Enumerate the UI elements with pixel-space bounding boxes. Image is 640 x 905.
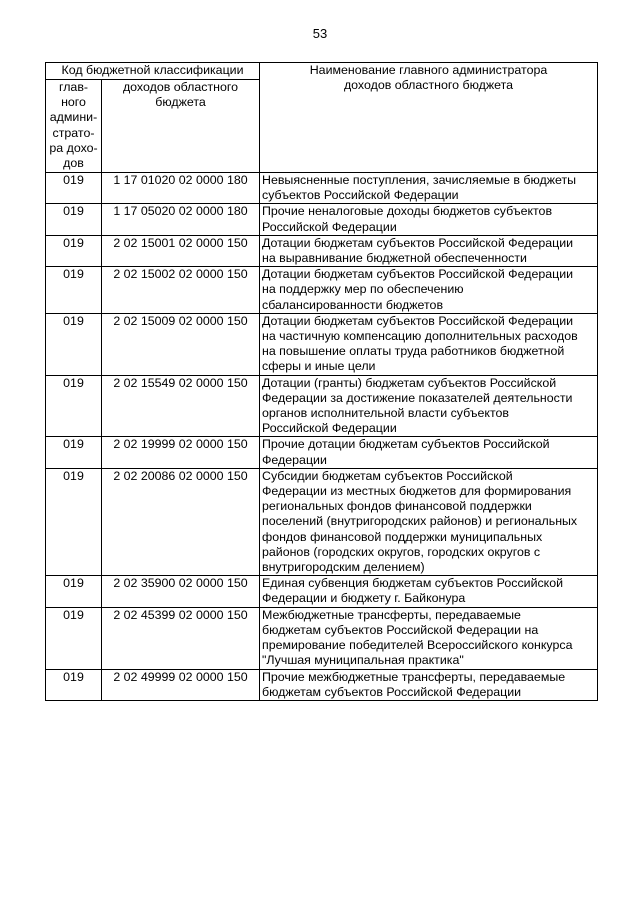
page-number: 53 bbox=[312, 26, 328, 41]
revenue-code-cell: 2 02 49999 02 0000 150 bbox=[102, 669, 260, 700]
table-row bbox=[46, 468, 598, 575]
table-row bbox=[46, 204, 598, 235]
header-revenue-code: доходов областного бюджета bbox=[102, 80, 260, 173]
administrator-code-cell: 019 bbox=[46, 375, 102, 437]
administrator-code-cell: 019 bbox=[46, 607, 102, 669]
administrator-code-cell: 019 bbox=[46, 235, 102, 266]
header-budget-classification-code: Код бюджетной классификации bbox=[46, 63, 260, 80]
revenue-name-cell: Единая субвенция бюджетам субъектов Российской Федерации и бюджету г. Байконура bbox=[260, 576, 598, 607]
revenue-code-cell: 2 02 15549 02 0000 150 bbox=[102, 375, 260, 437]
revenue-code-cell: 2 02 35900 02 0000 150 bbox=[102, 576, 260, 607]
administrator-code-cell: 019 bbox=[46, 669, 102, 700]
revenue-code-cell: 1 17 05020 02 0000 180 bbox=[102, 204, 260, 235]
revenue-name-cell: Дотации бюджетам субъектов Российской Федерации на частичную компенсацию дополнительных расходов на повышение оплаты труда работников бюджетной сферы и иные цели bbox=[260, 313, 598, 375]
table-row bbox=[46, 375, 598, 437]
administrator-code-cell: 019 bbox=[46, 313, 102, 375]
revenue-name-cell: Межбюджетные трансферты, передаваемые бюджетам субъектов Российской Федерации на премирование победителей Всероссийского конкурса "Лучшая муниципальная практика" bbox=[260, 607, 598, 669]
revenue-code-cell: 2 02 19999 02 0000 150 bbox=[102, 437, 260, 468]
table-row bbox=[46, 235, 598, 266]
header-row-group bbox=[46, 63, 598, 80]
revenue-name-cell: Дотации бюджетам субъектов Российской Федерации на поддержку мер по обеспечению сбалансированности бюджетов bbox=[260, 267, 598, 314]
revenue-code-cell: 2 02 15001 02 0000 150 bbox=[102, 235, 260, 266]
administrator-code-cell: 019 bbox=[46, 173, 102, 204]
revenue-code-cell: 2 02 15002 02 0000 150 bbox=[102, 267, 260, 314]
table-row bbox=[46, 173, 598, 204]
revenue-name-cell: Прочие дотации бюджетам субъектов Российской Федерации bbox=[260, 437, 598, 468]
table-row bbox=[46, 313, 598, 375]
administrator-code-cell: 019 bbox=[46, 204, 102, 235]
revenue-name-cell: Субсидии бюджетам субъектов Российской Федерации из местных бюджетов для формирования региональных фондов финансовой поддержки поселений (внутригородских районов) и региональных фондов финансовой поддержки муниципальных районов (городских округов, городских округов с внутригородским делением) bbox=[260, 468, 598, 575]
budget-classification-table bbox=[45, 62, 598, 701]
administrator-code-cell: 019 bbox=[46, 437, 102, 468]
administrator-code-cell: 019 bbox=[46, 267, 102, 314]
revenue-name-cell: Невыясненные поступления, зачисляемые в бюджеты субъектов Российской Федерации bbox=[260, 173, 598, 204]
table-body bbox=[46, 63, 598, 701]
revenue-code-cell: 2 02 20086 02 0000 150 bbox=[102, 468, 260, 575]
table-row bbox=[46, 607, 598, 669]
header-chief-administrator: глав- ного админи- страто- ра дохо- дов bbox=[46, 80, 102, 173]
revenue-name-cell: Прочие межбюджетные трансферты, передаваемые бюджетам субъектов Российской Федерации bbox=[260, 669, 598, 700]
table-row bbox=[46, 576, 598, 607]
header-administrator-name: Наименование главного администратора доходов областного бюджета bbox=[260, 63, 598, 173]
revenue-code-cell: 1 17 01020 02 0000 180 bbox=[102, 173, 260, 204]
table-row bbox=[46, 669, 598, 700]
revenue-name-cell: Дотации бюджетам субъектов Российской Федерации на выравнивание бюджетной обеспеченности bbox=[260, 235, 598, 266]
revenue-code-cell: 2 02 45399 02 0000 150 bbox=[102, 607, 260, 669]
table-row bbox=[46, 437, 598, 468]
revenue-code-cell: 2 02 15009 02 0000 150 bbox=[102, 313, 260, 375]
revenue-name-cell: Дотации (гранты) бюджетам субъектов Российской Федерации за достижение показателей деятельности органов исполнительной власти субъектов Российской Федерации bbox=[260, 375, 598, 437]
administrator-code-cell: 019 bbox=[46, 468, 102, 575]
revenue-name-cell: Прочие неналоговые доходы бюджетов субъектов Российской Федерации bbox=[260, 204, 598, 235]
administrator-code-cell: 019 bbox=[46, 576, 102, 607]
table-row bbox=[46, 267, 598, 314]
